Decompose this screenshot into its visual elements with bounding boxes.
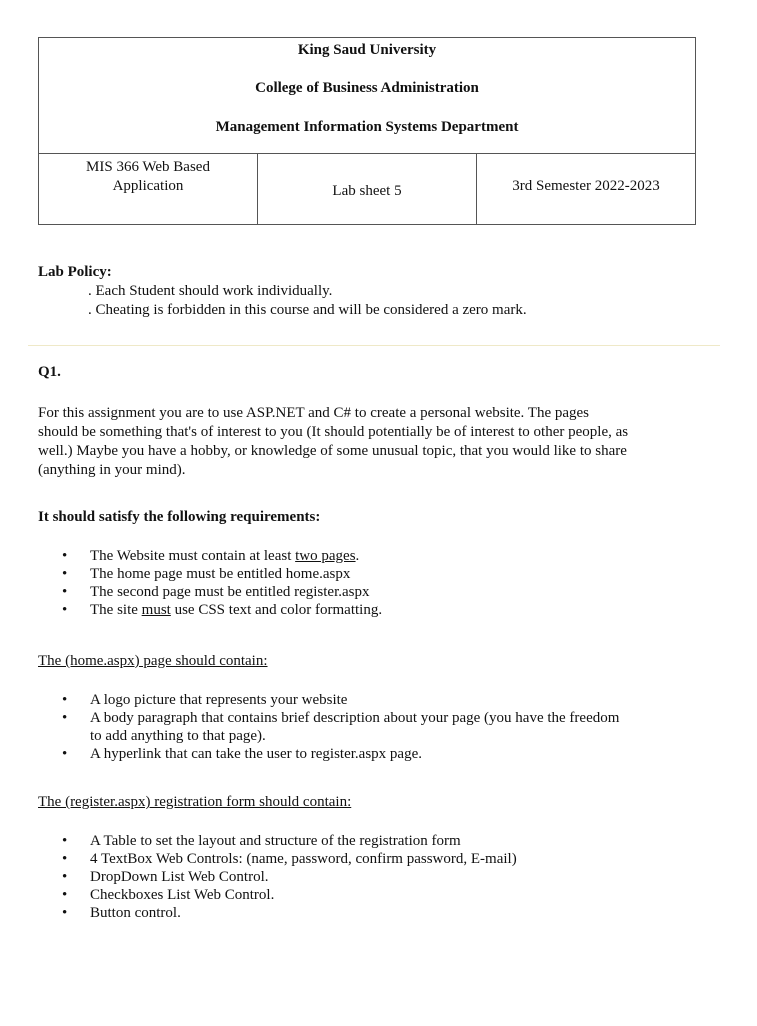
semester-cell [477, 154, 695, 224]
list-item: • The second page must be entitled register.aspx [62, 583, 382, 601]
list-item: • The Website must contain at least two pages. [62, 547, 382, 565]
list-item: • The home page must be entitled home.aspx [62, 565, 382, 583]
policy-item: . Cheating is forbidden in this course and will be considered a zero mark. [88, 302, 527, 318]
list-item: • The site must use CSS text and color formatting. [62, 601, 382, 619]
question-title: Q1. [38, 364, 61, 380]
policy-title: Lab Policy: [38, 264, 112, 280]
header-info-row [39, 154, 695, 224]
section-divider [28, 345, 720, 346]
requirements-list [62, 547, 382, 619]
paragraph-line: For this assignment you are to use ASP.NET and C# to create a personal website. The pages [38, 405, 590, 421]
course-name-line2: Application [112, 178, 184, 194]
register-page-title: The (register.aspx) registration form should contain: [38, 794, 352, 810]
underlined-text: must [141, 602, 171, 618]
paragraph-line: (anything in your mind). [38, 462, 186, 478]
register-page-list [62, 832, 517, 922]
home-page-title: The (home.aspx) page should contain: [38, 653, 268, 669]
sheet-cell [258, 154, 477, 224]
list-item: • A hyperlink that can take the user to register.aspx page. [62, 745, 619, 763]
course-name-line1: MIS 366 Web Based [86, 159, 210, 175]
policy-item: . Each Student should work individually. [88, 283, 333, 299]
home-page-list [62, 691, 619, 763]
requirements-title: It should satisfy the following requirements: [38, 509, 321, 525]
list-item: • A logo picture that represents your website [62, 691, 619, 709]
lab-sheet-label: Lab sheet 5 [332, 182, 402, 199]
paragraph-line: should be something that's of interest to you (It should potentially be of interest to other people, as [38, 424, 629, 440]
list-item: • Checkboxes List Web Control. [62, 886, 517, 904]
underlined-text: two pages [295, 548, 356, 564]
course-cell [39, 154, 258, 224]
list-item: • A Table to set the layout and structure of the registration form [62, 832, 517, 850]
semester-label: 3rd Semester 2022-2023 [512, 177, 660, 194]
list-item: • Button control. [62, 904, 517, 922]
list-item: • A body paragraph that contains brief description about your page (you have the freedom to add anything to that page). [62, 709, 619, 745]
list-item: • 4 TextBox Web Controls: (name, password, confirm password, E-mail) [62, 850, 517, 868]
header-table [38, 37, 696, 225]
paragraph-line: well.) Maybe you have a hobby, or knowledge of some unusual topic, that you would like to share [38, 443, 627, 459]
department-name: Management Information Systems Department [215, 119, 519, 135]
list-item: • DropDown List Web Control. [62, 868, 517, 886]
assignment-paragraph [38, 404, 750, 480]
university-name: King Saud University [297, 42, 437, 58]
college-name: College of Business Administration [255, 80, 479, 96]
header-title-block [39, 38, 695, 154]
